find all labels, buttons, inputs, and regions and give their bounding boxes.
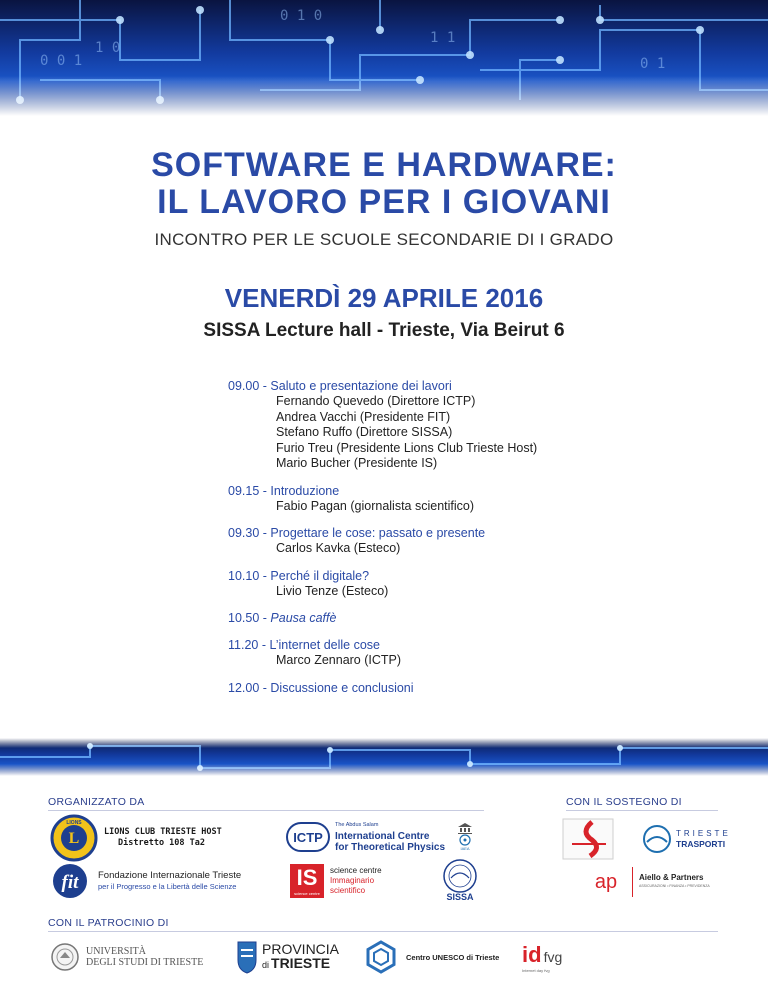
program-title: Progettare le cose: passato e presente <box>270 526 486 540</box>
title-line-1: SOFTWARE E HARDWARE: <box>151 146 617 184</box>
svg-text:1 0: 1 0 <box>95 40 121 56</box>
fit-mark-text: fit <box>61 872 79 893</box>
sissa-label: SISSA <box>446 892 474 902</box>
program-time: 10.10 - <box>228 568 267 583</box>
is-line2: Immaginario <box>330 876 375 885</box>
ictp-line2: for Theoretical Physics <box>335 842 446 853</box>
fit-logo <box>50 862 241 900</box>
ictp-logo <box>286 820 473 853</box>
program-item-head <box>228 637 648 653</box>
fit-line1: Fondazione Internazionale Trieste <box>98 870 242 881</box>
event-date: VENERDÌ 29 APRILE 2016 <box>224 283 544 313</box>
university-line1: UNIVERSITÀ <box>86 946 146 957</box>
idfvg-tag: Internet day fvg <box>522 968 550 973</box>
program-detail: Andrea Vacchi (Presidente FIT) <box>276 409 451 424</box>
centro-unesco-logo <box>364 940 499 974</box>
trieste-trasporti-line1: TRIESTE <box>676 829 731 838</box>
unesco-hexagon-icon <box>364 940 398 974</box>
program-title: Pausa caffè <box>270 611 337 625</box>
ap-tag: ASSICURAZIONI • FINANZA • PREVIDENZA <box>639 884 710 888</box>
program-item <box>228 610 648 626</box>
event-venue: SISSA Lecture hall - Trieste, Via Beirut 6 <box>203 320 565 341</box>
circuit-pattern <box>0 0 768 116</box>
idfvg-fvg: fvg <box>543 949 563 965</box>
is-mark-small: science centre <box>294 891 320 896</box>
fit-emblem-icon <box>50 862 90 900</box>
program-time: 12.00 - <box>228 680 267 695</box>
program-title: L’internet delle cose <box>269 638 380 652</box>
program-item <box>228 568 648 600</box>
aiello-partners-logo <box>586 866 710 898</box>
lions-emblem-icon <box>50 814 98 862</box>
unesco-label: Centro UNESCO di Trieste <box>406 952 500 962</box>
ap-mark-text: ap <box>594 871 618 893</box>
trieste-trasporti-line2: TRASPORTI <box>676 839 726 849</box>
program-detail: Carlos Kavka (Esteco) <box>276 541 401 555</box>
program-title: Saluto e presentazione dei lavori <box>270 379 452 393</box>
middle-circuit-banner <box>0 738 768 776</box>
unesco-temple-icon <box>457 822 473 834</box>
program-detail: Furio Treu (Presidente Lions Club Trieste Host) <box>276 440 538 455</box>
program-title: Discussione e conclusioni <box>270 680 414 695</box>
ictp-small: The Abdus Salam <box>335 822 379 828</box>
program-item-head <box>228 568 648 584</box>
idfvg-logo <box>522 942 562 973</box>
program-detail: Fabio Pagan (giornalista scientifico) <box>276 498 475 513</box>
trieste-trasporti-logo <box>642 824 731 854</box>
subtitle: INCONTRO PER LE SCUOLE SECONDARIE DI I GRADO <box>154 230 614 249</box>
title-line-2: IL LAVORO PER I GIOVANI <box>157 183 611 221</box>
organizers-rule <box>48 810 484 811</box>
ap-divider <box>632 867 633 897</box>
university-line2: DEGLI STUDI DI TRIESTE <box>86 957 204 968</box>
is-mark-text: IS <box>296 865 318 890</box>
program-title: Perché il digitale? <box>270 568 370 583</box>
sponsors-heading: CON IL SOSTEGNO DI <box>566 796 682 808</box>
program-item-head <box>228 378 648 394</box>
program-detail: Stefano Ruffo (Direttore SISSA) <box>276 425 453 439</box>
lions-name: LIONS CLUB TRIESTE HOST <box>104 827 222 837</box>
program-time: 09.30 - <box>228 526 267 540</box>
ictp-mark-icon <box>286 822 330 852</box>
ap-name: Aiello & Partners <box>639 873 704 882</box>
program-item-head <box>228 680 648 696</box>
iaea-emblem-icon <box>459 834 471 846</box>
fit-line2: per il Progresso e la Libertà delle Scienze <box>98 882 237 891</box>
program-schedule <box>228 378 648 707</box>
lions-club-logo <box>50 814 222 862</box>
top-circuit-banner <box>0 0 768 116</box>
ribbon-emblem-icon <box>562 818 614 860</box>
lions-district: Distretto 108 Ta2 <box>118 838 205 848</box>
program-item <box>228 637 648 669</box>
sissa-logo <box>436 858 484 902</box>
sponsors-rule <box>566 810 718 811</box>
provincia-trieste-logo <box>236 940 339 974</box>
program-item <box>228 378 648 472</box>
idfvg-mark: id <box>522 942 542 967</box>
svg-text:0 0 1: 0 0 1 <box>40 53 83 69</box>
svg-text:0 1 0: 0 1 0 <box>280 8 323 24</box>
program-title: Introduzione <box>270 483 340 498</box>
patronage-heading: CON IL PATROCINIO DI <box>48 917 169 929</box>
program-time: 09.15 - <box>228 483 267 498</box>
provincia-line1: PROVINCIA <box>262 941 340 957</box>
sissa-seal-icon <box>436 858 484 894</box>
organizers-heading: ORGANIZZATO DA <box>48 796 145 808</box>
program-item-head <box>228 610 648 626</box>
program-item-head <box>228 483 648 499</box>
program-detail: Fernando Quevedo (Direttore ICTP) <box>276 394 476 408</box>
svg-text:L: L <box>68 830 80 847</box>
program-detail: Marco Zennaro (ICTP) <box>276 653 402 667</box>
svg-text:1 1: 1 1 <box>430 30 456 46</box>
provincia-di: di <box>262 960 270 970</box>
patronage-rule <box>48 931 718 932</box>
program-item <box>228 525 648 557</box>
program-time: 10.50 - <box>228 611 267 625</box>
program-item <box>228 680 648 696</box>
is-line1: science centre <box>330 866 382 875</box>
provincia-line2: TRIESTE <box>271 955 331 971</box>
circuit-pattern-strip <box>0 738 768 776</box>
provincia-shield-icon <box>236 940 258 974</box>
lions-ring-text: LIONS <box>66 820 82 826</box>
ictp-line1: International Centre <box>335 831 430 842</box>
is-mark-icon <box>290 864 324 898</box>
immaginario-scientifico-logo <box>290 864 382 898</box>
iaea-label: IAEA <box>460 846 470 851</box>
ap-mark-icon <box>586 866 626 898</box>
program-time: 11.20 - <box>228 638 266 652</box>
is-line3: scientifico <box>330 886 366 895</box>
university-seal-icon <box>50 942 80 972</box>
trieste-trasporti-icon <box>642 824 672 854</box>
program-detail: Livio Tenze (Esteco) <box>276 583 389 598</box>
ictp-partner-marks <box>457 822 473 851</box>
universita-trieste-logo <box>50 942 203 972</box>
sponsor-ribbon-logo <box>562 818 614 860</box>
program-detail: Mario Bucher (Presidente IS) <box>276 456 438 470</box>
program-item <box>228 483 648 515</box>
svg-text:0 1: 0 1 <box>640 56 666 72</box>
program-time: 09.00 - <box>228 379 267 393</box>
ictp-mark-text: ICTP <box>293 829 323 845</box>
program-item-head <box>228 525 648 541</box>
